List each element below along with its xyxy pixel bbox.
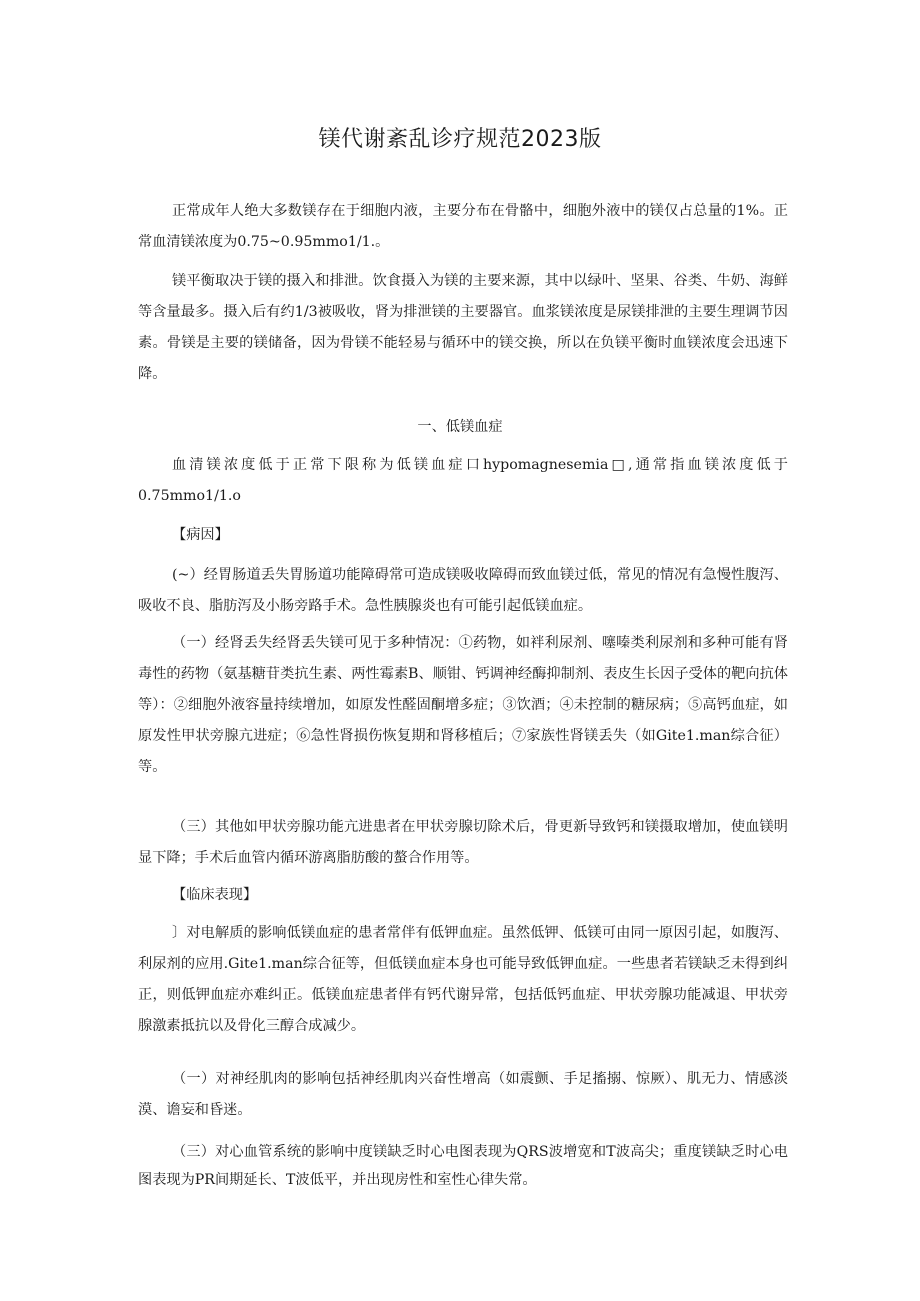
etiology-item-other: （三）其他如甲状旁腺功能亢进患者在甲状旁腺切除术后，骨更新导致钙和镁摄取增加，使血镁明显下降；手术后血管内循环游离脂肪酸的螯合作用等。 — [138, 819, 788, 866]
clinical-item-electrolytes: 〕对电解质的影响低镁血症的患者常伴有低钾血症。虽然低钾、低镁可由同一原因引起，如腹泻、利尿剂的应用.Gite1.man综合征等，但低镁血症本身也可能导致低钾血症。一些患者若镁缺乏未得到纠正，则低钾血症亦难纠正。低镁血症患者伴有钙代谢异常，包括低钙血症、甲状旁腺功能减退、甲状旁腺激素抵抗以及骨化三醇合成减少。 — [138, 925, 788, 1034]
section-heading-hypomagnesemia: 一、低镁血症 — [417, 419, 503, 435]
intro-paragraph-2: 镁平衡取决于镁的摄入和排泄。饮食摄入为镁的主要来源，其中以绿叶、坚果、谷类、牛奶、海鲜等含量最多。摄入后有约1/3被吸收，肾为排泄镁的主要器官。血浆镁浓度是尿镁排泄的主要生理调节因素。骨镁是主要的镁储备，因为骨镁不能轻易与循环中的镁交换，所以在负镁平衡时血镁浓度会迅速下降。 — [138, 273, 788, 382]
clinical-item-cardiovascular: （三）对心血管系统的影响中度镁缺乏时心电图表现为QRS波增宽和T波高尖；重度镁缺乏时心电图表现为PR间期延长、T波低平，并出现房性和室性心律失常。 — [138, 1144, 788, 1188]
etiology-label: 【病因】 — [172, 527, 229, 543]
document-title: 镁代谢紊乱诊疗规范2023版 — [318, 127, 602, 152]
etiology-item-gi-loss: (~）经胃肠道丢失胃肠道功能障碍常可造成镁吸收障碍而致血镁过低，常见的情况有急慢性腹泻、吸收不良、脂肪泻及小肠旁路手术。急性胰腺炎也有可能引起低镁血症。 — [138, 567, 788, 614]
clinical-label: 【临床表现】 — [172, 887, 258, 903]
intro-paragraph-1: 正常成年人绝大多数镁存在于细胞内液，主要分布在骨骼中，细胞外液中的镁仅占总量的1%。正常血清镁浓度为0.75~0.95mmo1∕1.。 — [138, 203, 788, 250]
etiology-item-renal-loss: （一）经肾丢失经肾丢失镁可见于多种情况：①药物，如袢利尿剂、噻嗪类利尿剂和多种可能有肾毒性的药物（氨基糖苷类抗生素、两性霉素B、顺钳、钙调神经酶抑制剂、表皮生长因子受体的靶向抗体等）：②细胞外液容量持续增加，如原发性醛固酮增多症；③饮酒；④未控制的糖尿病；⑤高钙血症，如原发性甲状旁腺亢进症；⑥急性肾损伤恢复期和肾移植后；⑦家族性肾镁丢失（如Gite1.man综合征）等。 — [138, 635, 788, 775]
clinical-item-neuromuscular: （一）对神经肌肉的影响包括神经肌肉兴奋性增高（如震颤、手足搐搦、惊厥）、肌无力、情感淡漠、谵妄和昏迷。 — [138, 1071, 788, 1118]
definition-paragraph: 血清镁浓度低于正常下限称为低镁血症口hypomagnesemia□,通常指血镁浓度低于0.75mmo1∕1.o — [138, 457, 788, 504]
